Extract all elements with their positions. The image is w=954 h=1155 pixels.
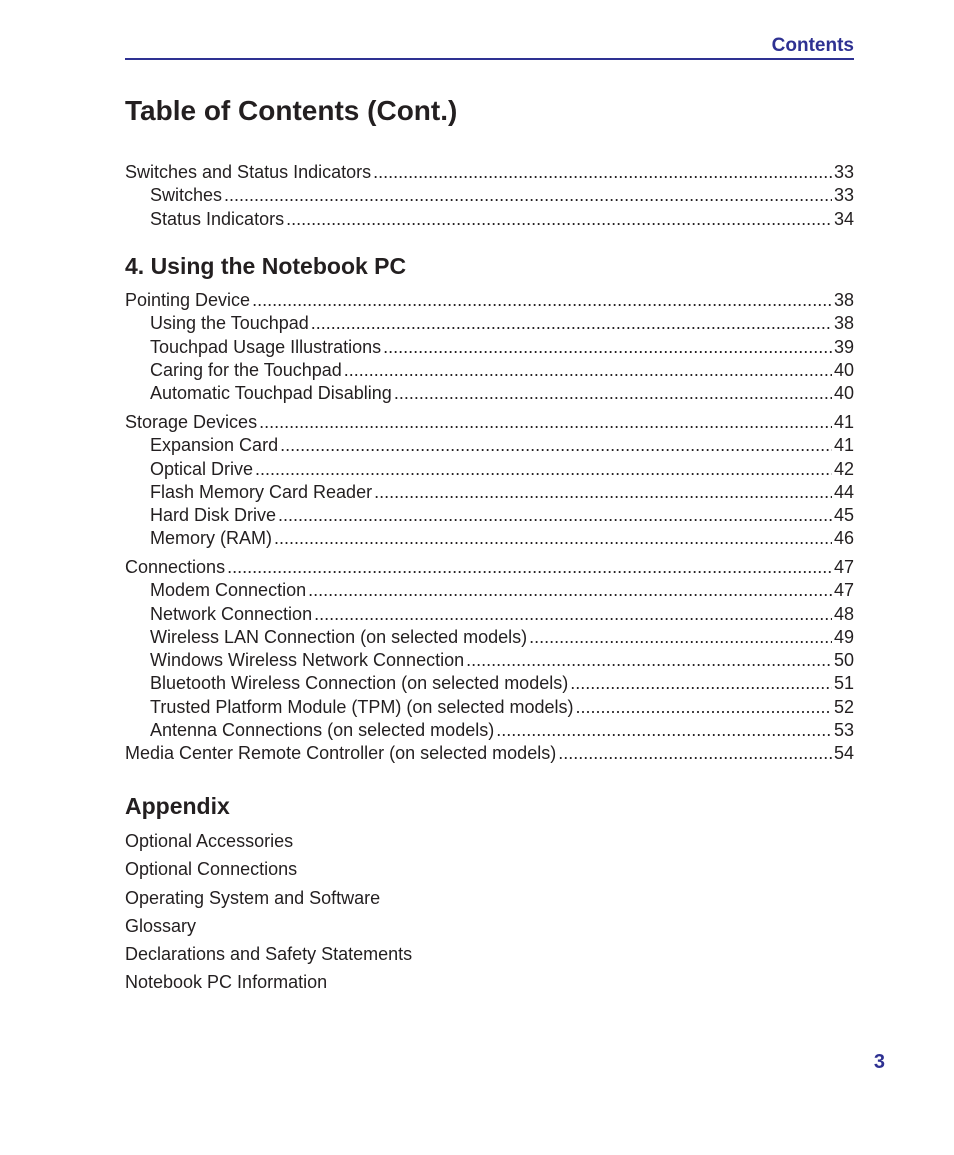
toc-entry-title: Media Center Remote Controller (on selected models): [125, 743, 557, 764]
dot-leader: [466, 649, 832, 672]
page-number: 3: [873, 1051, 885, 1073]
dot-leader: [374, 481, 832, 504]
toc-entry-title: Expansion Card: [150, 435, 279, 456]
toc-entry-page: 41: [833, 412, 854, 432]
dot-leader: [311, 312, 832, 335]
dot-leader: [394, 382, 832, 405]
toc-entry-page: 54: [833, 743, 854, 764]
dot-leader: [286, 208, 832, 231]
toc-entry-page: 33: [833, 185, 854, 206]
toc-entry-title: Switches and Status Indicators: [125, 162, 372, 182]
running-header: Contents: [771, 35, 854, 56]
toc-entry[interactable]: [125, 411, 854, 434]
toc-entry[interactable]: [125, 434, 854, 457]
appendix-item[interactable]: Declarations and Safety Statements: [125, 944, 413, 965]
toc-entry-page: 52: [833, 696, 854, 717]
toc-entry-title: Bluetooth Wireless Connection (on selected models): [150, 673, 569, 694]
toc-entry-title: Wireless LAN Connection (on selected models): [150, 626, 528, 647]
toc-group-pointing: [125, 289, 854, 405]
toc-entry-page: 42: [833, 458, 854, 479]
toc-entry[interactable]: [125, 208, 854, 231]
section-heading-appendix: Appendix: [125, 793, 230, 819]
toc-entry-page: 33: [833, 162, 854, 182]
toc-entry-title: Connections: [125, 557, 226, 577]
toc-entry[interactable]: [125, 289, 854, 312]
toc-entry[interactable]: [125, 504, 854, 527]
toc-entry-page: 38: [833, 313, 854, 334]
appendix-item[interactable]: Notebook PC Information: [125, 972, 328, 993]
toc-entry[interactable]: [125, 382, 854, 405]
toc-entry[interactable]: [125, 579, 854, 602]
toc-group-storage: [125, 411, 854, 551]
appendix-item[interactable]: Optional Accessories: [125, 831, 294, 851]
toc-entry[interactable]: [125, 527, 854, 550]
toc-entry-title: Optical Drive: [150, 458, 254, 479]
toc-entry-title: Modem Connection: [150, 580, 307, 601]
toc-entry-page: 38: [833, 290, 854, 310]
dot-leader: [383, 336, 832, 359]
toc-entry-page: 47: [833, 580, 854, 601]
dot-leader: [278, 504, 832, 527]
toc-entry-title: Windows Wireless Network Connection: [150, 650, 465, 671]
dot-leader: [259, 411, 832, 434]
toc-entry-title: Network Connection: [150, 603, 313, 624]
toc-entry[interactable]: [125, 649, 854, 672]
toc-entry-page: 50: [833, 650, 854, 671]
toc-entry[interactable]: [125, 336, 854, 359]
dot-leader: [373, 161, 832, 184]
toc-entry-page: 40: [833, 383, 854, 404]
header-rule: [125, 58, 854, 60]
toc-entry-page: 48: [833, 603, 854, 624]
appendix-list: [125, 827, 412, 997]
dot-leader: [227, 556, 832, 579]
toc-entry-page: 34: [833, 208, 854, 229]
toc-group-switches: [125, 161, 854, 231]
toc-entry-title: Switches: [150, 185, 223, 206]
toc-entry[interactable]: [125, 161, 854, 184]
toc-entry-title: Hard Disk Drive: [150, 505, 277, 526]
appendix-item[interactable]: Optional Connections: [125, 859, 298, 880]
dot-leader: [344, 359, 832, 382]
dot-leader: [575, 696, 831, 719]
toc-entry-title: Using the Touchpad: [150, 313, 309, 334]
toc-entry[interactable]: [125, 556, 854, 579]
dot-leader: [252, 289, 832, 312]
toc-entry[interactable]: [125, 359, 854, 382]
dot-leader: [570, 672, 832, 695]
toc-entry-title: Status Indicators: [150, 208, 285, 229]
toc-entry-page: 51: [833, 673, 854, 694]
dot-leader: [558, 742, 832, 765]
section-heading-using-notebook: 4. Using the Notebook PC: [125, 253, 407, 279]
toc-entry[interactable]: [125, 672, 854, 695]
toc-entry-title: Touchpad Usage Illustrations: [150, 336, 382, 357]
toc-entry[interactable]: [125, 719, 854, 742]
toc-entry-title: Antenna Connections (on selected models): [150, 720, 495, 741]
toc-entry-page: 53: [833, 720, 854, 741]
toc-entry-page: 47: [833, 557, 854, 577]
dot-leader: [529, 626, 832, 649]
dot-leader: [314, 603, 832, 626]
dot-leader: [274, 527, 832, 550]
toc-entry[interactable]: [125, 603, 854, 626]
appendix-item[interactable]: Glossary: [125, 915, 197, 936]
toc-entry-page: 40: [833, 359, 854, 380]
dot-leader: [496, 719, 832, 742]
toc-entry[interactable]: [125, 626, 854, 649]
toc-entry-title: Pointing Device: [125, 290, 251, 310]
toc-entry-page: 49: [833, 626, 854, 647]
toc-entry[interactable]: [125, 481, 854, 504]
dot-leader: [308, 579, 832, 602]
toc-entry[interactable]: [125, 312, 854, 335]
toc-entry-title: Automatic Touchpad Disabling: [150, 383, 392, 404]
toc-entry[interactable]: [125, 184, 854, 207]
toc-entry-page: 41: [833, 435, 854, 456]
dot-leader: [255, 458, 832, 481]
toc-entry-title: Caring for the Touchpad: [150, 359, 342, 380]
dot-leader: [280, 434, 832, 457]
toc-entry-title: Flash Memory Card Reader: [150, 481, 373, 502]
toc-entry[interactable]: [125, 458, 854, 481]
toc-entry-title: Trusted Platform Module (TPM) (on selected models): [150, 696, 574, 717]
toc-entry-title: Storage Devices: [125, 412, 258, 432]
toc-group-connections: [125, 556, 854, 766]
toc-entry[interactable]: [125, 696, 854, 719]
toc-entry-page: 44: [833, 481, 854, 502]
dot-leader: [224, 184, 832, 207]
appendix-item[interactable]: Operating System and Software: [125, 887, 381, 908]
toc-entry-page: 39: [833, 336, 854, 357]
page-title: Table of Contents (Cont.): [125, 95, 458, 126]
toc-entry-title: Memory (RAM): [150, 528, 272, 549]
toc-entry-page: 46: [833, 528, 854, 549]
toc-entry[interactable]: [125, 742, 854, 765]
toc-entry-page: 45: [833, 505, 854, 526]
